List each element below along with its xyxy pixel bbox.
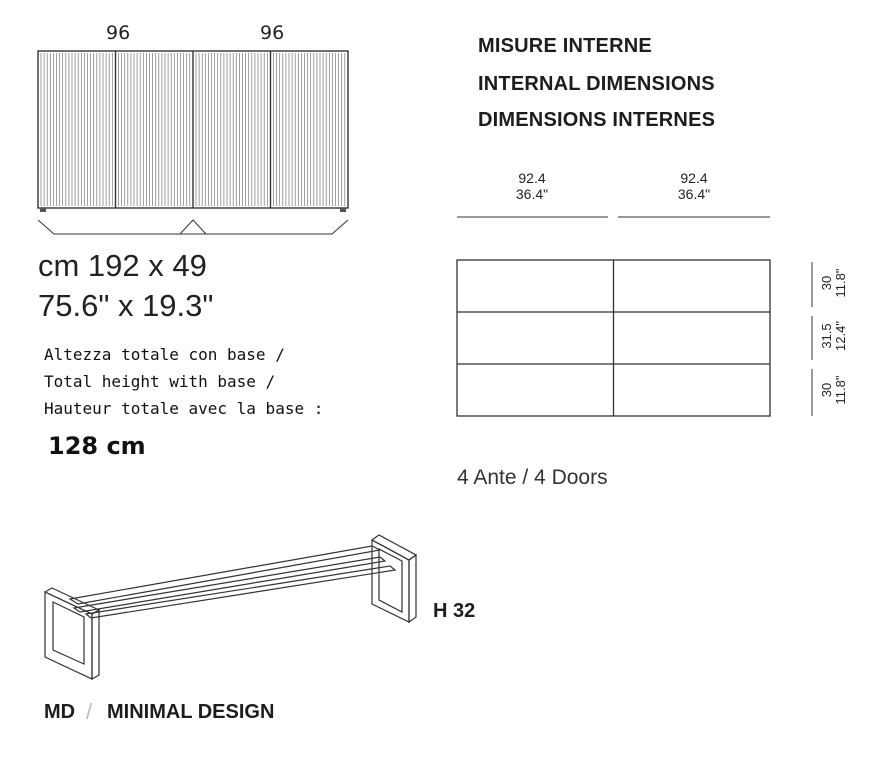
internal-width-right-cm: 92.4: [680, 170, 708, 186]
internal-width-left-cm: 92.4: [518, 170, 546, 186]
height-label-french: Hauteur totale avec la base :: [44, 399, 324, 418]
row-height-3-in: 11.8": [833, 375, 848, 405]
row-height-2: [820, 311, 848, 361]
internal-width-right-in: 36.4": [677, 186, 711, 202]
base-right-frame-side: [409, 555, 416, 622]
door-width-label-left: 96: [106, 22, 131, 44]
row-height-1: [820, 258, 848, 308]
base-rail-middle: [74, 557, 385, 612]
brand-short: MD: [44, 701, 76, 723]
row-height-3: [820, 365, 848, 415]
row-height-2-in: 12.4": [833, 321, 848, 351]
row-height-3-cm: 30: [819, 382, 834, 398]
brand-name: MINIMAL DESIGN: [107, 701, 275, 723]
header-french: DIMENSIONS INTERNES: [478, 109, 716, 131]
row-height-1-cm: 30: [819, 275, 834, 291]
doors-label: 4 Ante / 4 Doors: [457, 466, 608, 489]
internal-dimensions-diagram: [457, 217, 812, 416]
base-center-notch: [180, 220, 206, 234]
header-italian: MISURE INTERNE: [478, 35, 652, 57]
base-rail-back: [86, 566, 395, 618]
header-english: INTERNAL DIMENSIONS: [478, 73, 715, 95]
sideboard-front-view: [38, 51, 348, 234]
base-right-frame: [372, 540, 409, 622]
internal-width-left-in: 36.4": [515, 186, 549, 202]
base-outline: [38, 220, 348, 234]
base-perspective-view: [45, 535, 416, 679]
base-height-label: H 32: [433, 600, 476, 622]
internal-width-left: [492, 170, 572, 202]
foot-left: [40, 208, 46, 212]
base-left-frame: [45, 592, 92, 679]
overall-dimensions-cm: cm 192 x 49: [38, 248, 207, 283]
row-height-2-cm: 31.5: [819, 323, 834, 349]
door-width-label-right: 96: [260, 22, 285, 44]
foot-right: [340, 208, 346, 212]
overall-dimensions-inches: 75.6" x 19.3": [38, 288, 214, 323]
total-height-value: 128 cm: [48, 432, 146, 460]
height-label-italian: Altezza totale con base /: [44, 345, 285, 364]
row-height-1-in: 11.8": [833, 268, 848, 298]
height-label-english: Total height with base /: [44, 372, 276, 391]
base-left-frame-side: [92, 610, 99, 679]
brand-separator: /: [86, 699, 93, 724]
internal-width-right: [654, 170, 734, 202]
